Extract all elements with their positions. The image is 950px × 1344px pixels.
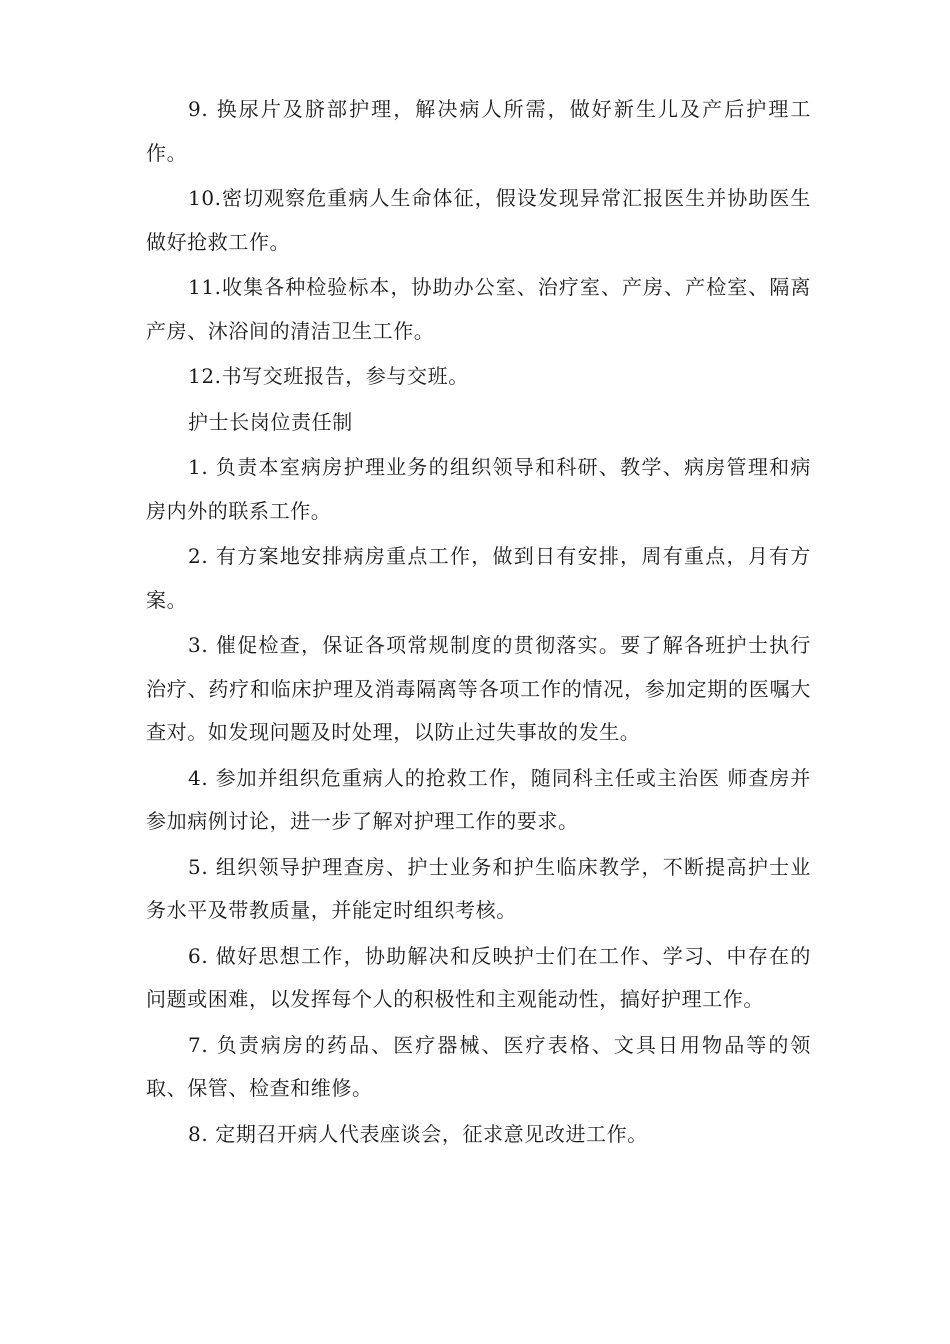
duty-item-3: 3. 催促检查，保证各项常规制度的贯彻落实。要了解各班护士执行治疗、药疗和临床护理及消毒隔离等各项工作的情况，参加定期的医嘱大查对。如发现问题及时处理，以防止过失事故的发生。 bbox=[146, 633, 811, 744]
paragraph-item-12: 12.书写交班报告，参与交班。 bbox=[188, 364, 469, 388]
duty-item-4: 4. 参加并组织危重病人的抢救工作，随同科主任或主治医 师查房并参加病例讨论，进一步了解对护理工作的要求。 bbox=[146, 765, 811, 833]
duty-item-2: 2. 有方案地安排病房重点工作，做到日有安排，周有重点，月有方案。 bbox=[146, 544, 811, 612]
duty-item-8: 8. 定期召开病人代表座谈会，征求意见改进工作。 bbox=[188, 1121, 648, 1146]
duty-item-1: 1. 负责本室病房护理业务的组织领导和科研、教学、病房管理和病房内外的联系工作。 bbox=[146, 455, 811, 523]
paragraph-item-10: 10.密切观察危重病人生命体征，假设发现异常汇报医生并协助医生做好抢救工作。 bbox=[146, 186, 811, 254]
duty-item-7: 7. 负责病房的药品、医疗器械、医疗表格、文具日用物品等的领取、保管、检查和维修。 bbox=[146, 1032, 811, 1100]
section-heading: 护士长岗位责任制 bbox=[188, 409, 353, 434]
duty-item-6: 6. 做好思想工作，协助解决和反映护士们在工作、学习、中存在的问题或困难，以发挥每个人的积极性和主观能动性，搞好护理工作。 bbox=[146, 943, 811, 1011]
document-body bbox=[146, 88, 811, 1158]
duty-item-5: 5. 组织领导护理查房、护士业务和护生临床教学，不断提高护士业务水平及带教质量，并能定时组织考核。 bbox=[146, 854, 811, 922]
paragraph-item-11: 11.收集各种检验标本，协助办公室、治疗室、产房、产检室、隔离产房、沐浴间的清洁卫生工作。 bbox=[146, 275, 811, 343]
paragraph-item-9: 9. 换尿片及脐部护理，解决病人所需，做好新生儿及产后护理工作。 bbox=[146, 97, 811, 165]
